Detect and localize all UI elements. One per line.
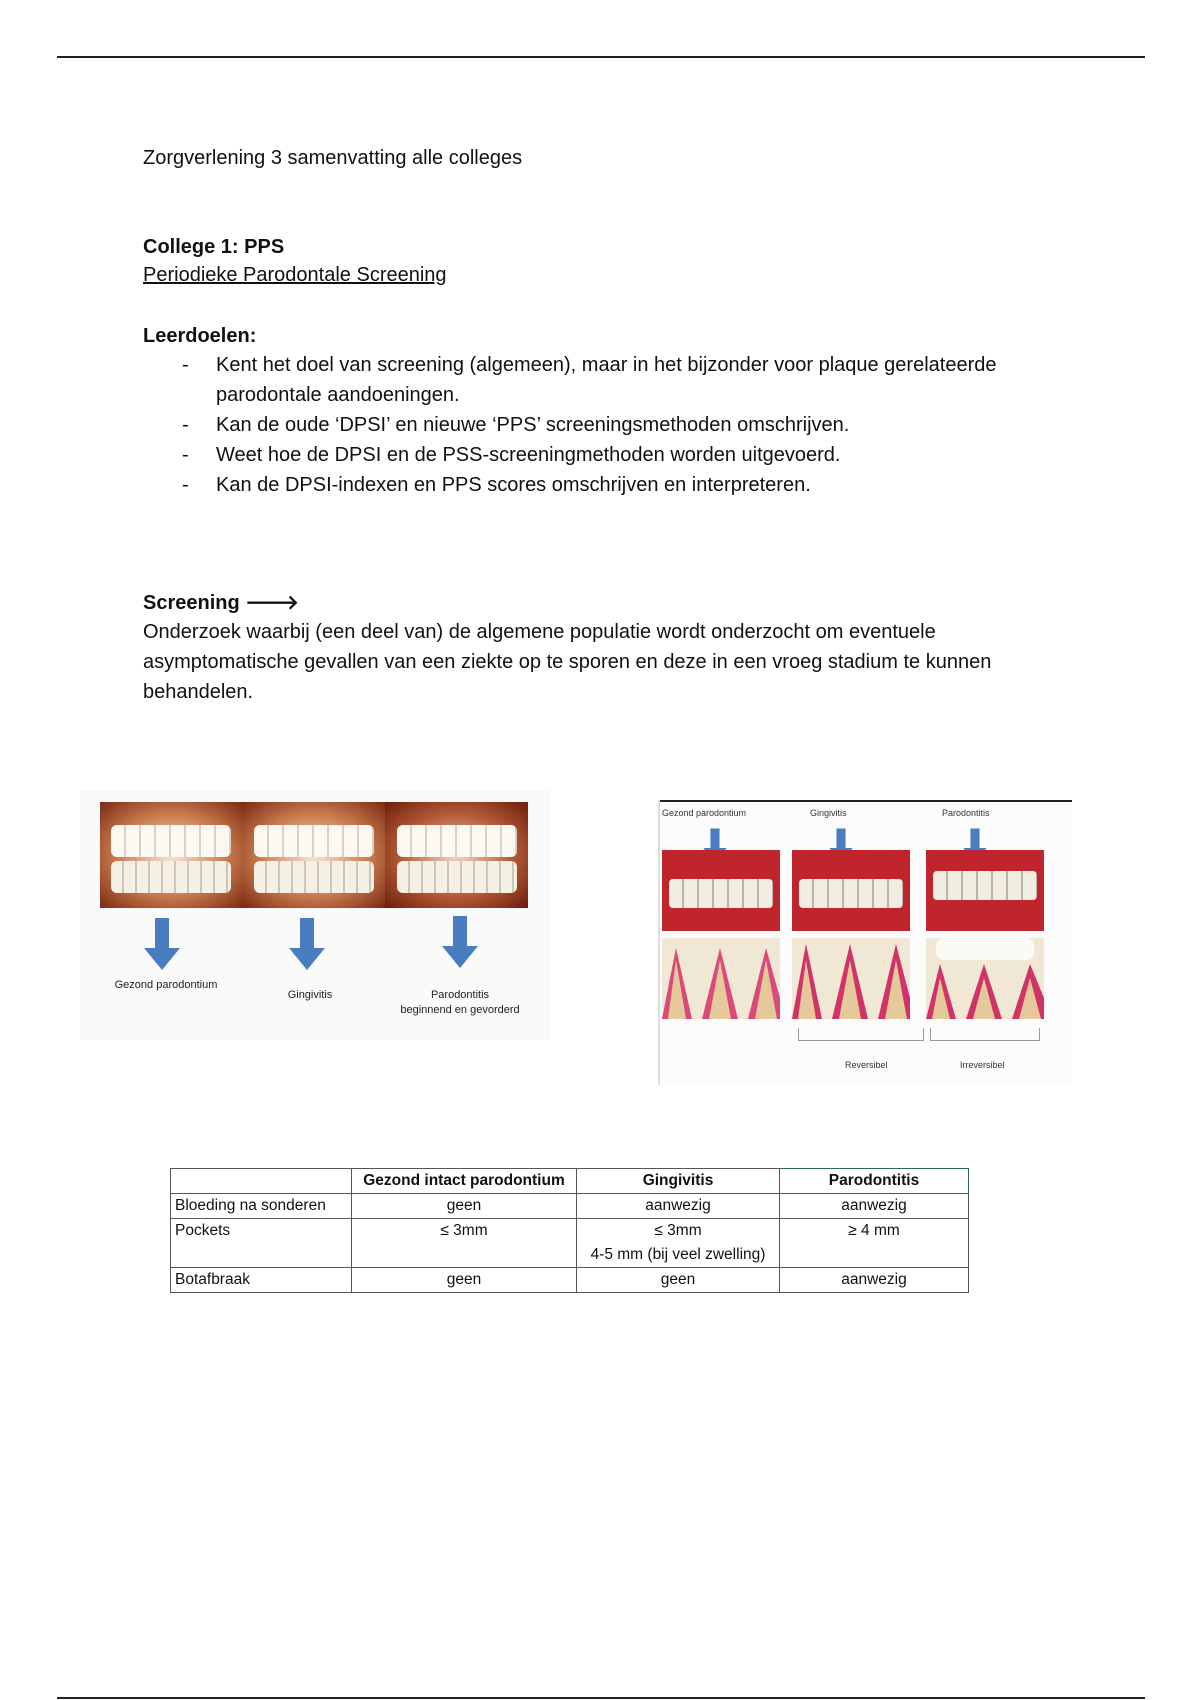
- schematic-diagram: [662, 938, 780, 1019]
- screening-definition: Onderzoek waarbij (een deel van) de algemene populatie wordt onderzocht om eventuele asymptomatische gevallen van een ziekte op te sporen en deze in een vroeg stadium te kunnen behandelen.: [143, 621, 992, 703]
- schematic-diagram: [926, 938, 1044, 1019]
- label-reversibel: Reversibel: [845, 1060, 888, 1070]
- arrow-down-icon: [440, 916, 480, 970]
- table-header-row: [171, 1169, 969, 1194]
- label-gingivitis: Gingivitis: [287, 989, 333, 1001]
- college-subtitle: Periodieke Parodontale Screening: [143, 264, 447, 286]
- label-gezond: Gezond parodontium: [114, 979, 218, 991]
- teeth-photo: [100, 802, 528, 908]
- label-parodontitis: Parodontitis: [430, 989, 490, 1001]
- table-cell: Botafbraak: [171, 1268, 352, 1293]
- comparison-table: [170, 1168, 969, 1293]
- table-cell: aanwezig: [780, 1194, 969, 1219]
- label-gingivitis: Gingivitis: [810, 808, 847, 818]
- label-parodontitis-sub: beginnend en gevorderd: [400, 1004, 520, 1016]
- list-item: - Kan de oude ‘DPSI’ en nieuwe ‘PPS’ screeningsmethoden omschrijven.: [143, 410, 1003, 440]
- clinical-photo: [792, 850, 910, 931]
- label-parodontitis: Parodontitis: [942, 808, 990, 818]
- label-irreversibel: Irreversibel: [960, 1060, 1005, 1070]
- arrow-down-icon: [287, 918, 327, 972]
- table-row: [171, 1219, 969, 1268]
- arrow-down-icon: [142, 918, 182, 972]
- label-gezond: Gezond parodontium: [662, 808, 747, 818]
- list-item: - Kent het doel van screening (algemeen), maar in het bijzonder voor plaque gerelateerde parodontale aandoeningen.: [143, 350, 1003, 410]
- table-cell: geen: [577, 1268, 780, 1293]
- table-header-cell: [171, 1169, 352, 1194]
- table-cell: aanwezig: [780, 1268, 969, 1293]
- table-cell: Pockets: [171, 1219, 352, 1268]
- table-cell: ≤ 3mm: [352, 1219, 577, 1268]
- leerdoelen-list: [143, 350, 1003, 500]
- brace-reversibel: [798, 1028, 924, 1041]
- table-row: [171, 1268, 969, 1293]
- table-header-cell: Gezond intact parodontium: [352, 1169, 577, 1194]
- clinical-photo: [662, 850, 780, 931]
- table-cell: ≥ 4 mm: [780, 1219, 969, 1268]
- schematic-diagram: [792, 938, 910, 1019]
- list-item: - Weet hoe de DPSI en de PSS-screeningmethoden worden uitgevoerd.: [143, 440, 1003, 470]
- leerdoelen-heading: Leerdoelen:: [143, 325, 257, 347]
- table-cell: geen: [352, 1268, 577, 1293]
- table-row: [171, 1194, 969, 1219]
- list-item: - Kan de DPSI-indexen en PPS scores omschrijven en interpreteren.: [143, 470, 1003, 500]
- screening-heading: Screening 🡒: [143, 592, 299, 614]
- clinical-photo: [926, 850, 1044, 931]
- table-header-cell: Parodontitis: [780, 1169, 969, 1194]
- footer-rule: [57, 1697, 1145, 1699]
- teeth-photo-figure: [80, 790, 550, 1040]
- table-cell: aanwezig: [577, 1194, 780, 1219]
- document-title: Zorgverlening 3 samenvatting alle colleges: [143, 147, 523, 169]
- table-cell: ≤ 3mm 4-5 mm (bij veel zwelling): [577, 1219, 780, 1268]
- header-rule: [57, 56, 1145, 58]
- table-cell: Bloeding na sonderen: [171, 1194, 352, 1219]
- parodontium-comparison-figure: [658, 800, 1072, 1085]
- brace-irreversibel: [930, 1028, 1040, 1041]
- table-header-cell: Gingivitis: [577, 1169, 780, 1194]
- college-heading: College 1: PPS: [143, 236, 285, 258]
- table-cell: geen: [352, 1194, 577, 1219]
